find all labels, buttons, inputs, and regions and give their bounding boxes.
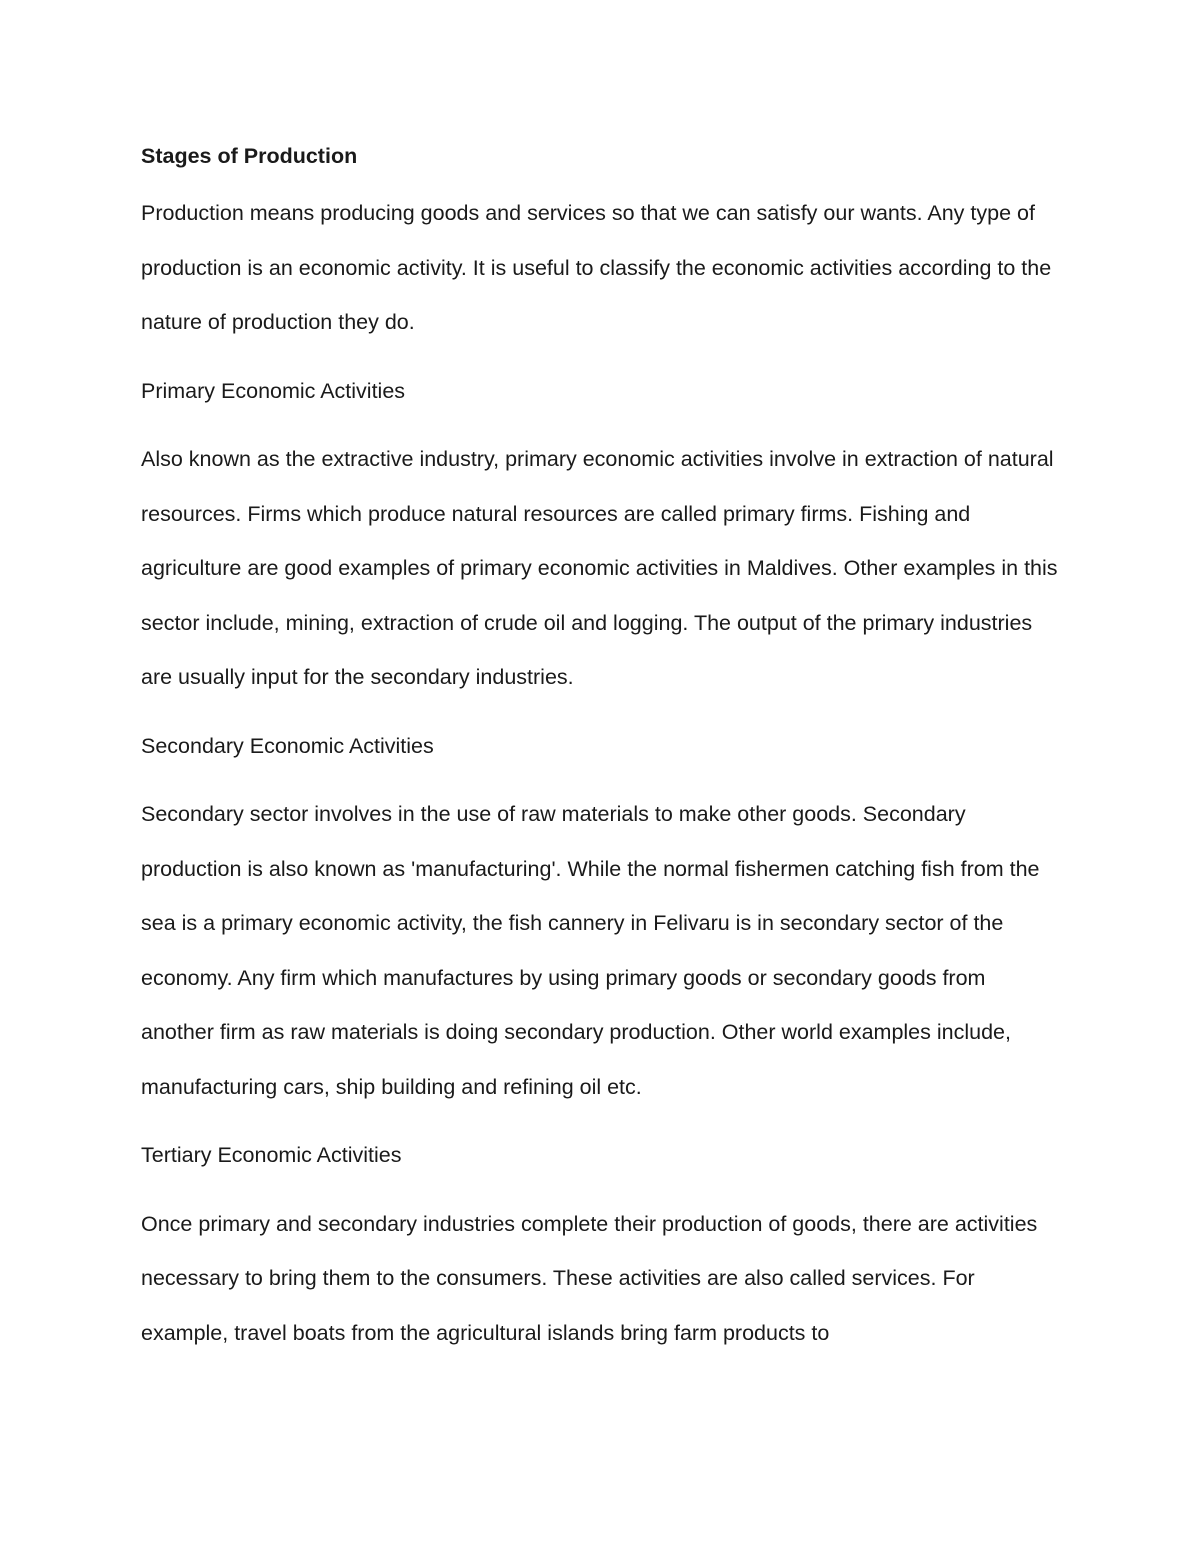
tertiary-activities-paragraph: Once primary and secondary industries complete their production of goods, there are activities necessary to bring them to the consumers. These activities are also called services. For example, travel boats from the agricultural islands bring farm products to <box>141 1211 1038 1345</box>
tertiary-activities-heading: Tertiary Economic Activities <box>141 1143 402 1167</box>
document-body <box>141 140 1059 1374</box>
document-title: Stages of Production <box>141 144 358 168</box>
secondary-activities-paragraph: Secondary sector involves in the use of raw materials to make other goods. Secondary production is also known as 'manufacturing'. While the normal fishermen catching fish from the sea is a primary economic activity, the fish cannery in Felivaru is in secondary sector of the economy. Any firm which manufactures by using primary goods or secondary goods from another firm as raw materials is doing secondary production. Other world examples include, manufacturing cars, ship building and refining oil etc. <box>141 802 1040 1099</box>
primary-activities-heading: Primary Economic Activities <box>141 378 406 403</box>
primary-activities-paragraph: Also known as the extractive industry, primary economic activities involve in extraction of natural resources. Firms which produce natural resources are called primary firms. Fishing and agriculture are good examples of primary economic activities in Maldives. Other examples in this sector include, mining, extraction of crude oil and logging. The output of the primary industries are usually input for the secondary industries. <box>141 447 1058 689</box>
intro-paragraph: Production means producing goods and services so that we can satisfy our wants. Any type of production is an economic activity. It is useful to classify the economic activities according to the nature of production they do. <box>141 201 1052 334</box>
secondary-activities-heading: Secondary Economic Activities <box>141 733 434 758</box>
